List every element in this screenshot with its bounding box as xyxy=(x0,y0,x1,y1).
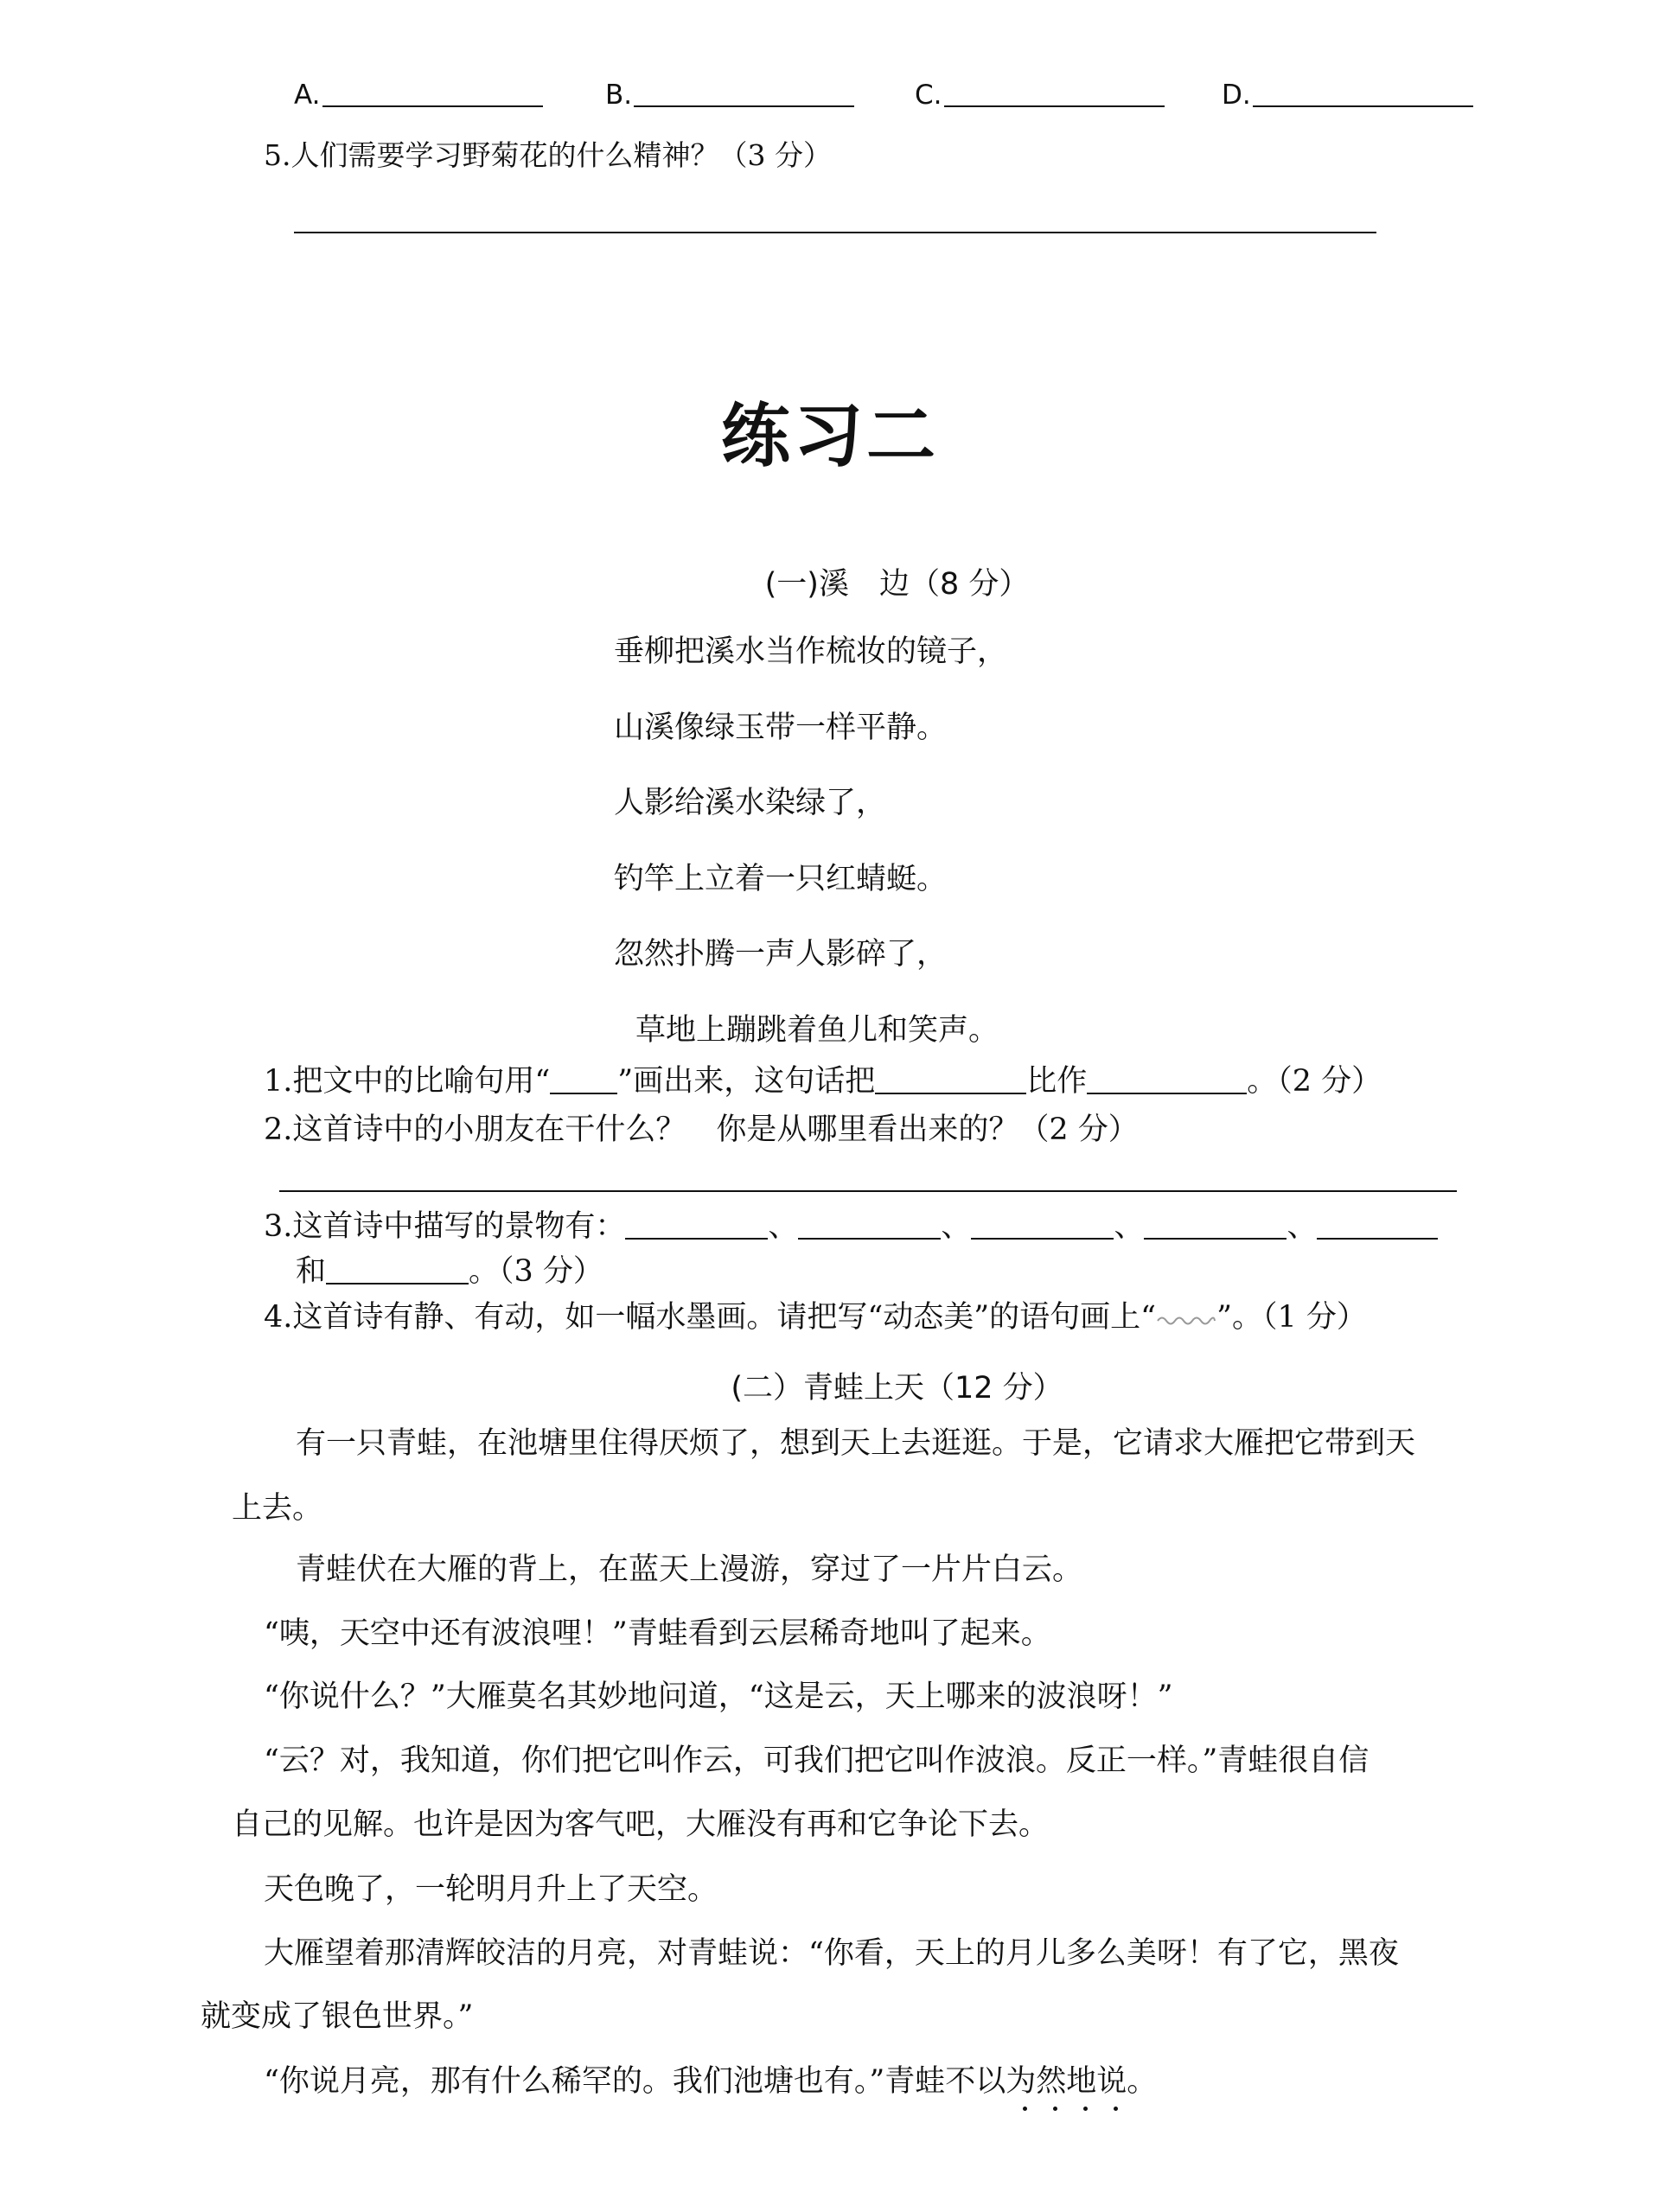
question-2: 2.这首诗中的小朋友在干什么？ 你是从哪里看出来的？（2 分） xyxy=(264,1112,1139,1147)
question-4-text: 4.这首诗有静、有动，如一幅水墨画。请把写“动态美”的语句画上“ xyxy=(264,1300,1157,1335)
question-3-text: 和 xyxy=(296,1254,327,1289)
choice-d-blank[interactable] xyxy=(1253,105,1473,107)
question-4-text: ”。（1 分） xyxy=(1216,1300,1367,1335)
separator: 、 xyxy=(941,1209,972,1244)
choice-d xyxy=(1222,80,1473,111)
emphasis-dot xyxy=(1023,2107,1027,2111)
poem-line: 山溪像绿玉带一样平静。 xyxy=(614,711,948,745)
q3-blank[interactable] xyxy=(625,1237,768,1240)
emphasis-dot xyxy=(1114,2107,1118,2111)
choice-c-blank[interactable] xyxy=(944,105,1165,107)
separator: 、 xyxy=(1286,1209,1318,1244)
question-3-text: 。（3 分） xyxy=(469,1254,603,1289)
choice-d-label: D. xyxy=(1222,80,1251,111)
story-line: 有一只青蛙，在池塘里住得厌烦了，想到天上去逛逛。于是，它请求大雁把它带到天 xyxy=(296,1426,1416,1461)
choice-b-label: B. xyxy=(605,80,633,111)
q3-blank[interactable] xyxy=(1144,1237,1286,1240)
question-1-text: 比作 xyxy=(1026,1064,1088,1099)
story-line: 就变成了银色世界。” xyxy=(201,1999,474,2034)
section-heading-2: (二）青蛙上天（12 分） xyxy=(731,1371,1063,1406)
story-line: 上去。 xyxy=(232,1491,323,1526)
question-3-cont xyxy=(296,1254,603,1289)
question-4 xyxy=(264,1300,1367,1335)
poem-line: 钓竿上立着一只红蜻蜓。 xyxy=(614,862,948,896)
page-title: 练习二 xyxy=(721,396,939,476)
question-1-text: ”画出来，这句话把 xyxy=(617,1064,876,1099)
question-5: 5.人们需要学习野菊花的什么精神？（3 分） xyxy=(264,138,832,172)
story-line: 大雁望着那清辉皎洁的月亮，对青蛙说：“你看，天上的月儿多么美呀！有了它，黑夜 xyxy=(264,1936,1399,1971)
answer-line-q5[interactable] xyxy=(294,232,1376,233)
question-1-text: 。（2 分） xyxy=(1247,1064,1382,1099)
poem-line: 垂柳把溪水当作梳妆的镜子， xyxy=(614,634,1008,669)
poem-line: 草地上蹦跳着鱼儿和笑声。 xyxy=(635,1013,999,1048)
choice-b-blank[interactable] xyxy=(634,105,854,107)
choice-a-label: A. xyxy=(294,80,321,111)
choice-a-blank[interactable] xyxy=(322,105,543,107)
question-1 xyxy=(264,1064,1382,1099)
wavy-line-icon xyxy=(1156,1313,1216,1325)
emphasis-dot xyxy=(1053,2107,1057,2111)
section-heading-1: (一)溪 边（8 分） xyxy=(764,567,1030,602)
poem-line: 人影给溪水染绿了， xyxy=(614,786,887,820)
q3-blank[interactable] xyxy=(1317,1237,1438,1240)
poem-line: 忽然扑腾一声人影碎了， xyxy=(614,937,948,972)
choice-c xyxy=(915,80,1165,111)
choice-b xyxy=(605,80,854,111)
question-3-text: 3.这首诗中描写的景物有： xyxy=(264,1209,626,1244)
q3-blank[interactable] xyxy=(798,1237,941,1240)
q3-blank[interactable] xyxy=(971,1237,1114,1240)
question-3 xyxy=(264,1209,1438,1244)
q3-blank[interactable] xyxy=(326,1282,469,1284)
emphasis-dot xyxy=(1083,2107,1088,2111)
q1-blank-object[interactable] xyxy=(1087,1092,1247,1094)
story-line: 天色晚了，一轮明月升上了天空。 xyxy=(264,1872,718,1907)
answer-line-q2[interactable] xyxy=(279,1190,1457,1192)
choice-a xyxy=(294,80,543,111)
story-line: 自己的见解。也许是因为客气吧，大雁没有再和它争论下去。 xyxy=(232,1807,1050,1842)
question-1-text: 1.把文中的比喻句用“ xyxy=(264,1064,551,1099)
q1-blank-subject[interactable] xyxy=(875,1092,1026,1094)
story-line: 青蛙伏在大雁的背上，在蓝天上漫游，穿过了一片片白云。 xyxy=(296,1552,1083,1587)
separator: 、 xyxy=(1114,1209,1145,1244)
q1-blank-mark[interactable] xyxy=(550,1092,617,1094)
story-line: “你说什么？”大雁莫名其妙地问道，“这是云，天上哪来的波浪呀！” xyxy=(264,1680,1173,1714)
choice-c-label: C. xyxy=(915,80,942,111)
story-line: “云？对，我知道，你们把它叫作云，可我们把它叫作波浪。反正一样。”青蛙很自信 xyxy=(264,1743,1370,1778)
separator: 、 xyxy=(768,1209,799,1244)
story-line: “咦，天空中还有波浪哩！”青蛙看到云层稀奇地叫了起来。 xyxy=(264,1616,1051,1651)
story-line: “你说月亮，那有什么稀罕的。我们池塘也有。”青蛙不以为然地说。 xyxy=(264,2064,1158,2099)
